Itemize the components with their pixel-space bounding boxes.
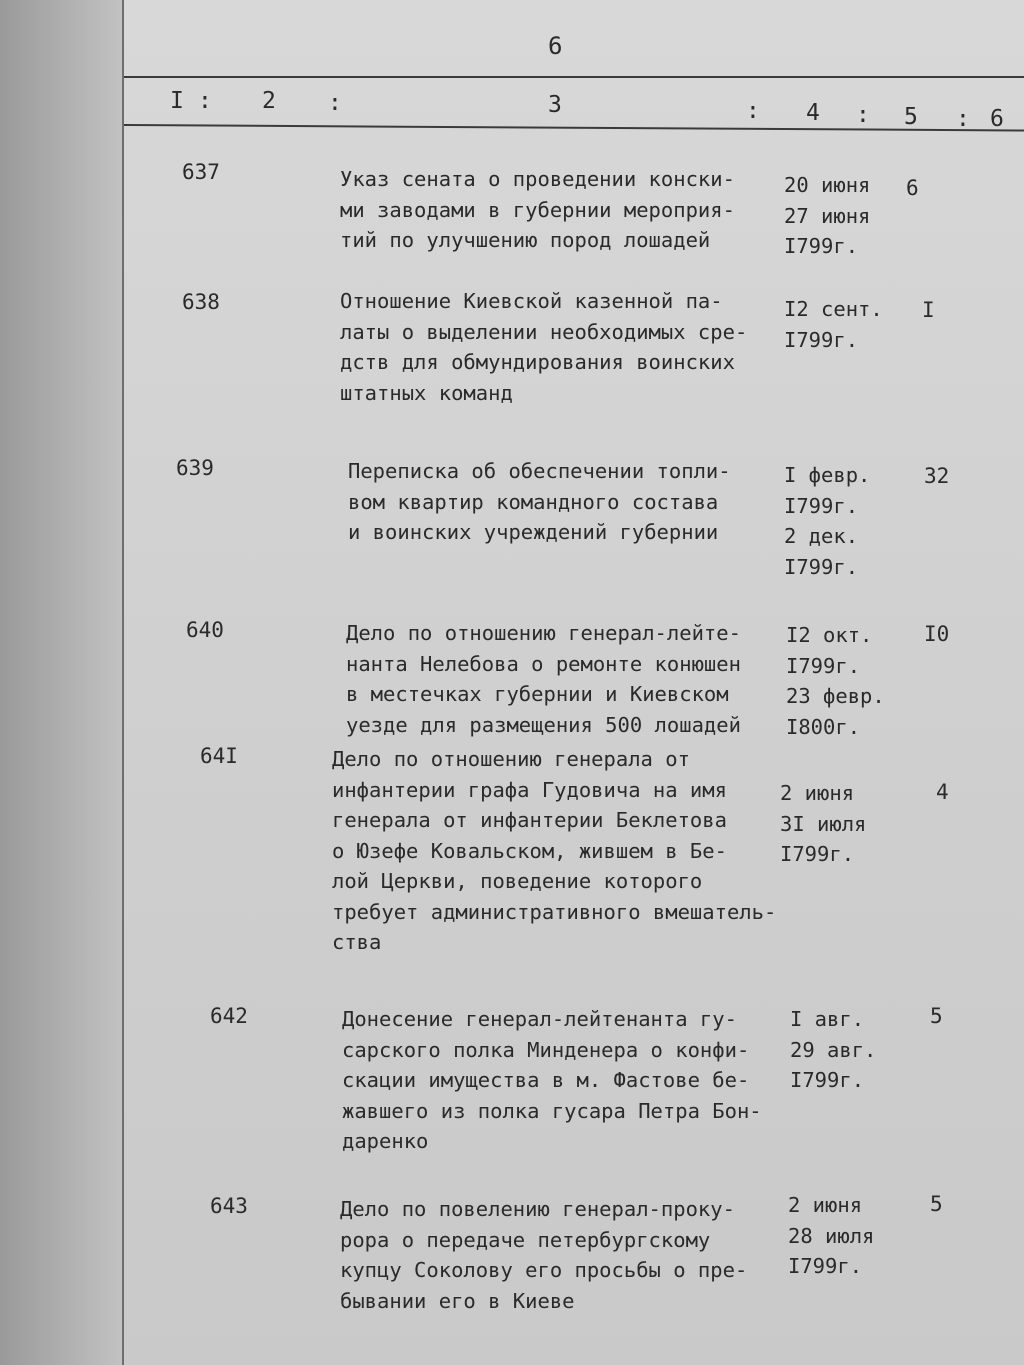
record-dates <box>788 1190 908 1282</box>
date-line: 27 июня <box>784 203 871 228</box>
date-line: 23 февр. <box>786 684 885 708</box>
col-header-2: 2 <box>262 88 276 114</box>
description-line: лой Церкви, поведение которого <box>332 869 703 893</box>
sheet-count: 5 <box>930 1004 943 1028</box>
col-separator: : <box>746 98 760 124</box>
date-line: I799г. <box>780 842 855 866</box>
description-line: дств для обмундирования воинских <box>340 350 735 374</box>
description-line: нанта Нелебова о ремонте конюшен <box>346 651 741 676</box>
sheet-count: I <box>922 298 935 322</box>
record-dates <box>784 170 904 262</box>
record-description <box>332 744 782 958</box>
description-line: купцу Соколову его просьбы о пре- <box>340 1258 748 1282</box>
description-line: о Юзефе Ковальском, жившем в Бе- <box>332 838 727 863</box>
description-line: инфантерии графа Гудовича на имя <box>332 777 727 802</box>
description-line: Указ сената о проведении конски- <box>340 167 735 191</box>
date-line: I799г. <box>788 1254 863 1278</box>
date-line: I февр. <box>784 463 871 487</box>
col-separator: : <box>328 90 342 116</box>
sheet-count: 6 <box>906 176 919 200</box>
page-number: 6 <box>548 32 563 60</box>
record-dates <box>790 1004 910 1096</box>
date-line: I799г. <box>784 554 859 579</box>
description-line: Дело по повелению генерал-проку- <box>340 1197 735 1221</box>
record-number: 64I <box>200 744 238 768</box>
date-line: 20 июня <box>784 173 871 197</box>
description-line: бывании его в Киеве <box>340 1288 575 1313</box>
description-line: Дело по отношению генерала от <box>332 747 690 771</box>
description-line: Дело по отношению генерал-лейте- <box>346 621 741 645</box>
description-line: рора о передаче петербургскому <box>340 1227 711 1252</box>
record-number: 637 <box>182 160 220 184</box>
description-line: тий по улучшению пород лошадей <box>340 228 711 252</box>
record-dates <box>786 620 906 742</box>
col-separator: : <box>198 88 212 114</box>
description-line: даренко <box>342 1129 429 1153</box>
description-line: Переписка об обеспечении топли- <box>348 459 731 483</box>
date-line: I2 сент. <box>784 297 883 321</box>
record-number: 643 <box>210 1194 248 1218</box>
record-description <box>340 1194 790 1316</box>
description-line: ства <box>332 930 382 954</box>
col-header-4: 4 <box>806 100 820 126</box>
description-line: в местечках губернии и Киевском <box>346 682 729 706</box>
sheet-count: 5 <box>930 1192 943 1216</box>
col-separator: : <box>956 106 970 132</box>
record-description <box>340 164 790 256</box>
col-header-5: 5 <box>904 104 918 130</box>
date-line: 2 июня <box>788 1193 863 1217</box>
date-line: 29 авг. <box>790 1037 877 1062</box>
record-number: 639 <box>176 456 214 480</box>
date-line: 28 июля <box>788 1223 875 1248</box>
date-line: I799г. <box>786 653 861 678</box>
record-description <box>346 618 796 740</box>
date-line: I800г. <box>786 714 861 739</box>
description-line: сарского полка Минденера о конфи- <box>342 1037 750 1062</box>
description-line: и воинских учреждений губернии <box>348 520 719 544</box>
col-separator: : <box>856 102 870 128</box>
record-description <box>342 1004 792 1157</box>
record-description <box>348 456 798 548</box>
description-line: Отношение Киевской казенной па- <box>340 289 723 313</box>
description-line: жавшего из полка гусара Петра Бон- <box>342 1098 762 1123</box>
date-line: I799г. <box>784 327 859 352</box>
record-dates <box>780 778 900 870</box>
description-line: уезде для размещения 500 лошадей <box>346 712 741 737</box>
date-line: 2 дек. <box>784 524 859 548</box>
description-line: скации имущества в м. Фастове бе- <box>342 1068 750 1092</box>
description-line: латы о выделении необходимых сре- <box>340 319 748 344</box>
date-line: I авг. <box>790 1007 865 1031</box>
col-header-6: 6 <box>990 106 1004 132</box>
sheet-count: 32 <box>924 464 950 488</box>
sheet-count: 4 <box>936 780 949 804</box>
description-line: ми заводами в губернии мероприя- <box>340 197 735 222</box>
record-dates <box>784 294 904 355</box>
record-number: 638 <box>182 290 220 314</box>
date-line: I799г. <box>784 493 859 518</box>
description-line: требует административного вмешатель- <box>332 899 777 924</box>
date-line: I799г. <box>790 1068 865 1092</box>
sheet-count: I0 <box>924 622 950 646</box>
description-line: генерала от инфантерии Беклетова <box>332 808 727 832</box>
record-dates <box>784 460 904 582</box>
date-line: 2 июня <box>780 781 855 805</box>
header-rule-top <box>124 76 1024 78</box>
date-line: I2 окт. <box>786 623 873 647</box>
record-number: 642 <box>210 1004 248 1028</box>
col-header-1: I <box>170 88 184 114</box>
record-description <box>340 286 790 408</box>
col-header-3: 3 <box>548 92 562 118</box>
description-line: штатных команд <box>340 380 513 405</box>
binding-gutter <box>0 0 128 1365</box>
description-line: вом квартир командного состава <box>348 489 719 514</box>
record-number: 640 <box>186 618 224 642</box>
date-line: I799г. <box>784 234 859 258</box>
description-line: Донесение генерал-лейтенанта гу- <box>342 1007 737 1031</box>
date-line: 3I июля <box>780 811 867 836</box>
